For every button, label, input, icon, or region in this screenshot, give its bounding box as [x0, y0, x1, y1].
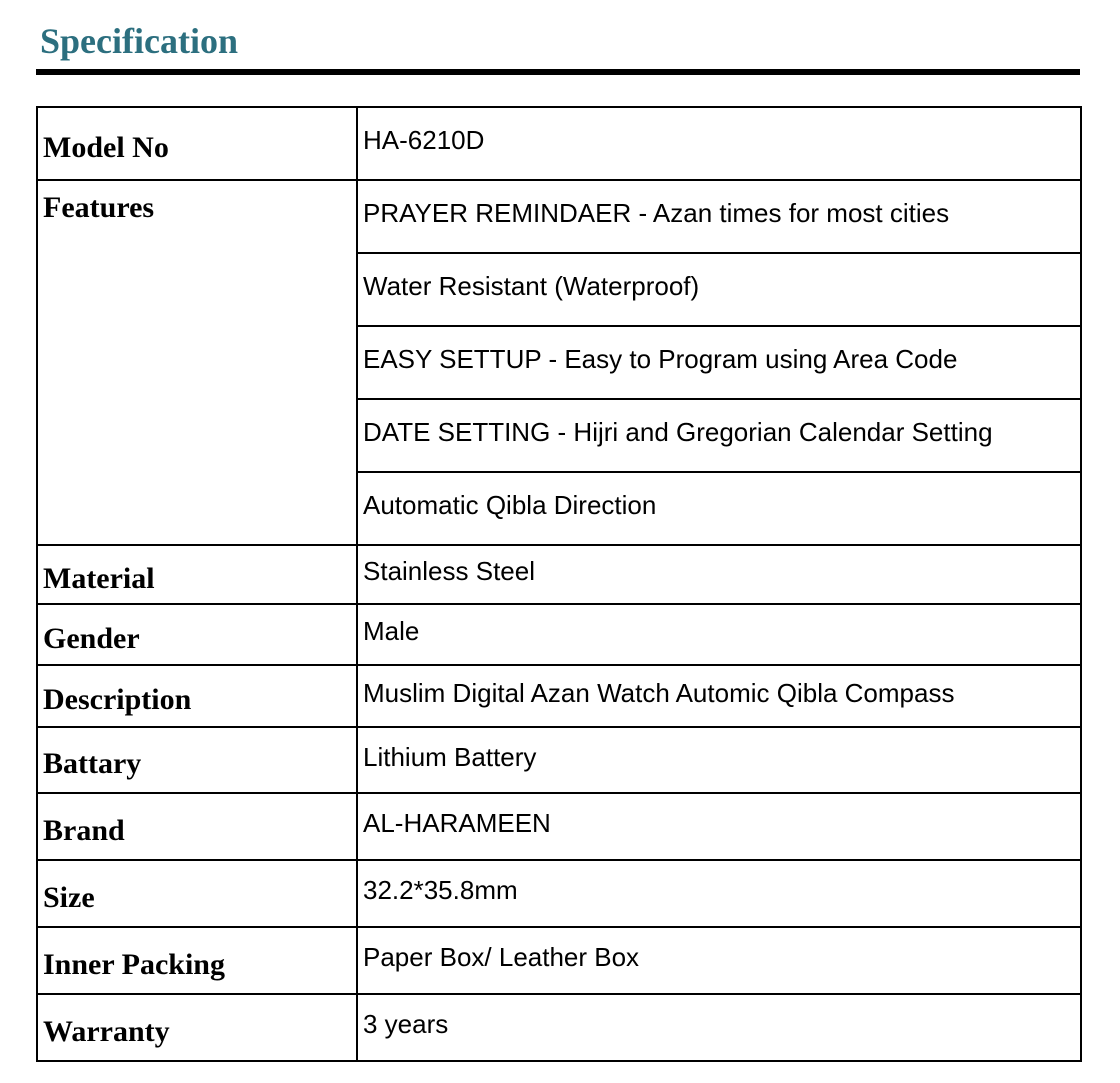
table-row-brand [37, 793, 1081, 860]
brand-value: AL-HARAMEEN [363, 808, 551, 838]
battary-value: Lithium Battery [363, 741, 537, 772]
row-label-size: Size [37, 860, 357, 927]
feature-item-5 [357, 472, 1081, 545]
row-value-battary [357, 727, 1081, 793]
row-value-warranty [357, 994, 1081, 1061]
row-value-material [357, 545, 1081, 604]
feature-text: DATE SETTING - Hijri and Gregorian Calendar Setting [363, 417, 993, 447]
feature-text: EASY SETTUP - Easy to Program using Area Code [363, 344, 958, 374]
table-row-description [37, 665, 1081, 727]
feature-item-2 [357, 253, 1081, 326]
inner-packing-value: Paper Box/ Leather Box [363, 942, 640, 972]
row-value-size [357, 860, 1081, 927]
table-row-material [37, 545, 1081, 604]
model-no-value: HA-6210D [363, 125, 485, 155]
row-value-inner-packing [357, 927, 1081, 994]
feature-item-4 [357, 399, 1081, 472]
feature-item-1 [357, 180, 1081, 253]
row-value-model-no [357, 107, 1081, 180]
feature-text: Water Resistant (Waterproof) [363, 271, 700, 301]
material-value: Stainless Steel [363, 556, 535, 586]
feature-text: Automatic Qibla Direction [363, 490, 657, 520]
table-row-gender [37, 604, 1081, 665]
feature-text: PRAYER REMINDAER - Azan times for most cities [363, 198, 950, 228]
table-row-battary [37, 727, 1081, 793]
feature-item-3 [357, 326, 1081, 399]
warranty-value: 3 years [363, 1009, 449, 1039]
row-label-battary: Battary [37, 727, 357, 793]
row-value-description [357, 665, 1081, 727]
description-value: Muslim Digital Azan Watch Automic Qibla Compass [363, 677, 955, 708]
size-value: 32.2*35.8mm [363, 875, 518, 905]
page-title: Specification [40, 21, 238, 61]
table-row-model-no [37, 107, 1081, 180]
row-label-features: Features [37, 180, 357, 545]
specification-table [36, 106, 1082, 1062]
table-row-inner-packing [37, 927, 1081, 994]
gender-value: Male [363, 616, 420, 646]
row-label-gender: Gender [37, 604, 357, 665]
row-label-warranty: Warranty [37, 994, 357, 1061]
table-row-size [37, 860, 1081, 927]
table-row-warranty [37, 994, 1081, 1061]
row-label-material: Material [37, 545, 357, 604]
row-value-brand [357, 793, 1081, 860]
row-label-model-no: Model No [37, 107, 357, 180]
row-label-inner-packing: Inner Packing [37, 927, 357, 994]
row-label-description: Description [37, 665, 357, 727]
title-underline [36, 69, 1080, 75]
row-label-brand: Brand [37, 793, 357, 860]
row-value-gender [357, 604, 1081, 665]
table-row-features [37, 180, 1081, 253]
